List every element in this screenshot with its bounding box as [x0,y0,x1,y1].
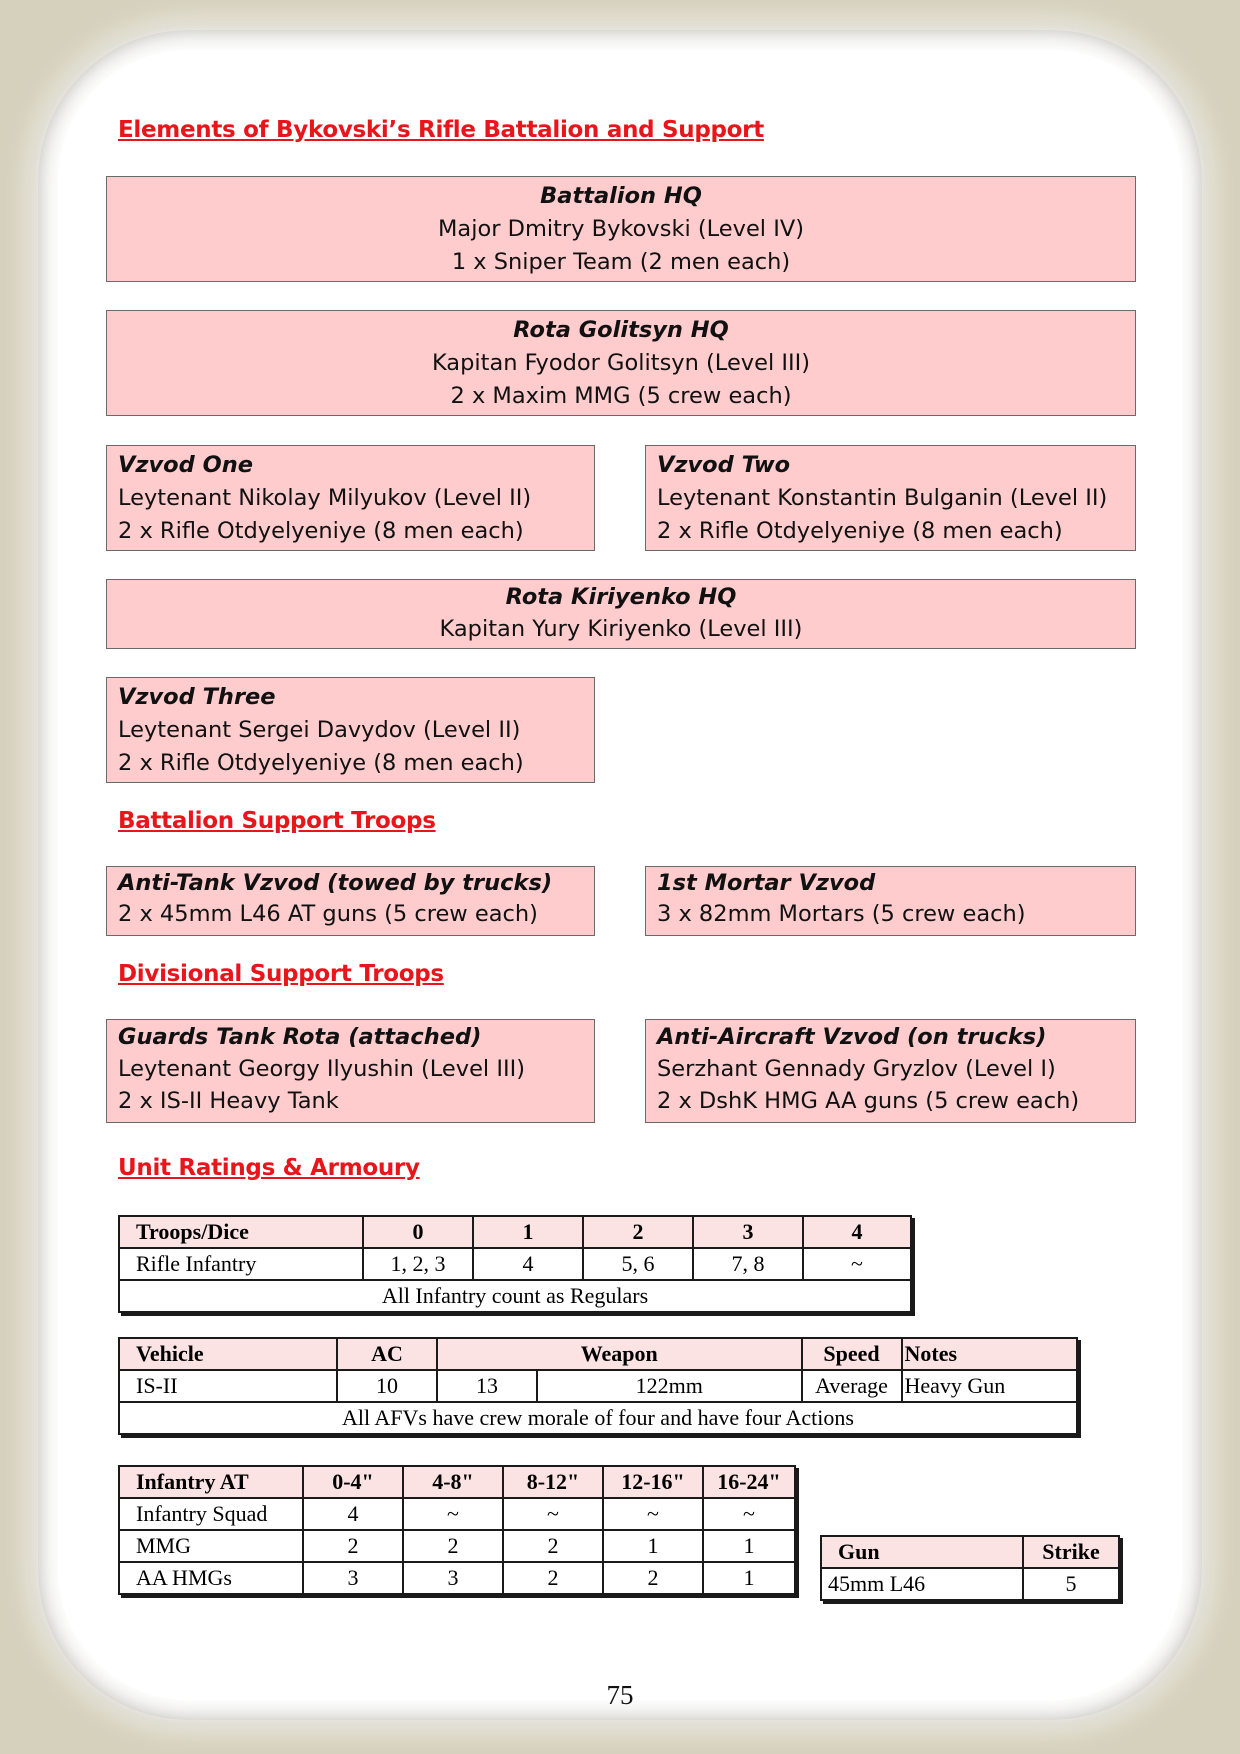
table-cell: 5 [1023,1568,1119,1600]
table-cell: 10 [337,1370,437,1402]
guards-tank-title: Guards Tank Rota (attached) [118,1024,482,1050]
table-cell: ~ [503,1498,603,1530]
table-header: 1 [473,1216,583,1248]
table-cell: 4 [473,1248,583,1280]
battalion-support-heading: Battalion Support Troops [118,808,436,834]
vehicle-table [118,1337,1078,1435]
table-cell: 2 [603,1562,703,1594]
vzvod-three-line-1: Leytenant Sergei Davydov (Level II) [118,717,521,743]
table-header: Speed [802,1338,902,1370]
vzvod-two-title: Vzvod Two [657,452,791,478]
rota-golitsyn-title: Rota Golitsyn HQ [513,317,729,343]
table-header: Notes [902,1338,1078,1370]
anti-aircraft-line-2: 2 x DshK HMG AA guns (5 crew each) [657,1088,1080,1114]
gun-header-row [821,1536,1119,1568]
table-cell: ~ [703,1498,795,1530]
rota-golitsyn-line-2: 2 x Maxim MMG (5 crew each) [450,383,792,409]
table-row [119,1248,911,1280]
gun-table [820,1535,1120,1601]
table-row [119,1530,795,1562]
battalion-hq-title: Battalion HQ [540,183,702,209]
table-note-row [119,1280,911,1312]
battalion-hq-line-1: Major Dmitry Bykovski (Level IV) [438,216,804,242]
table-row [119,1562,795,1594]
table-cell: 3 [403,1562,503,1594]
table-cell: Heavy Gun [902,1370,1078,1402]
table-header: 0-4" [303,1466,403,1498]
table-row [821,1568,1119,1600]
vzvod-one-title: Vzvod One [118,452,253,478]
vzvod-two-box [645,445,1136,551]
anti-aircraft-title: Anti-Aircraft Vzvod (on trucks) [657,1024,1047,1050]
table-header: 8-12" [503,1466,603,1498]
rota-golitsyn-line-1: Kapitan Fyodor Golitsyn (Level III) [431,350,811,376]
table-cell: 1 [703,1562,795,1594]
vehicle-header-row [119,1338,1077,1370]
troops-header-row [119,1216,911,1248]
table-header: 12-16" [603,1466,703,1498]
table-header: 3 [693,1216,803,1248]
guards-tank-box [106,1019,595,1123]
table-cell: 45mm L46 [821,1568,1023,1600]
table-note-row [119,1402,1077,1434]
mortar-title: 1st Mortar Vzvod [657,870,876,896]
table-note: All Infantry count as Regulars [119,1280,911,1312]
vzvod-two-line-1: Leytenant Konstantin Bulganin (Level II) [657,485,1108,511]
table-row [119,1370,1077,1402]
battalion-hq-box [106,176,1136,282]
table-cell: 7, 8 [693,1248,803,1280]
troops-table [118,1215,912,1313]
page-number: 75 [606,1680,634,1710]
table-header: 4-8" [403,1466,503,1498]
mortar-line-1: 3 x 82mm Mortars (5 crew each) [657,901,1026,927]
table-header: 0 [363,1216,473,1248]
table-cell: ~ [403,1498,503,1530]
table-cell: MMG [119,1530,303,1562]
table-cell: 2 [503,1562,603,1594]
anti-tank-box [106,866,595,936]
table-cell: 13 [437,1370,537,1402]
table-cell: 2 [503,1530,603,1562]
table-cell: Infantry Squad [119,1498,303,1530]
table-header: Strike [1023,1536,1119,1568]
table-header: AC [337,1338,437,1370]
anti-aircraft-box [645,1019,1136,1123]
infantry-at-header-row [119,1466,795,1498]
table-cell: Average [802,1370,902,1402]
rota-golitsyn-box [106,310,1136,416]
table-cell: Rifle Infantry [119,1248,363,1280]
vzvod-three-box [106,677,595,783]
table-cell: 1 [603,1530,703,1562]
elements-heading: Elements of Bykovski’s Rifle Battalion and Support [118,117,764,143]
divisional-support-heading: Divisional Support Troops [118,961,444,987]
mortar-box [645,866,1136,936]
rota-kiriyenko-title: Rota Kiriyenko HQ [505,584,737,610]
table-cell: AA HMGs [119,1562,303,1594]
guards-tank-line-1: Leytenant Georgy Ilyushin (Level III) [118,1056,526,1082]
table-cell: 122mm [537,1370,802,1402]
table-header: 4 [803,1216,911,1248]
vzvod-one-box [106,445,595,551]
infantry-at-table [118,1465,796,1595]
table-cell: 3 [303,1562,403,1594]
table-cell: 1 [703,1530,795,1562]
vzvod-one-line-2: 2 x Rifle Otdyelyeniye (8 men each) [118,518,524,544]
table-cell: 4 [303,1498,403,1530]
table-cell: ~ [803,1248,911,1280]
rota-kiriyenko-box [106,579,1136,649]
table-note: All AFVs have crew morale of four and have four Actions [119,1402,1077,1434]
table-header: Gun [821,1536,1023,1568]
table-cell: ~ [603,1498,703,1530]
table-cell: IS-II [119,1370,337,1402]
table-header: Weapon [437,1338,802,1370]
vzvod-two-line-2: 2 x Rifle Otdyelyeniye (8 men each) [657,518,1063,544]
anti-tank-line-1: 2 x 45mm L46 AT guns (5 crew each) [118,901,538,927]
table-header: Troops/Dice [119,1216,363,1248]
battalion-hq-line-2: 1 x Sniper Team (2 men each) [451,249,791,275]
table-cell: 5, 6 [583,1248,693,1280]
table-cell: 1, 2, 3 [363,1248,473,1280]
anti-aircraft-line-1: Serzhant Gennady Gryzlov (Level I) [657,1056,1056,1082]
table-header: Vehicle [119,1338,337,1370]
table-header: 16-24" [703,1466,795,1498]
table-row [119,1498,795,1530]
ratings-heading: Unit Ratings & Armoury [118,1155,420,1181]
table-header: 2 [583,1216,693,1248]
vzvod-three-title: Vzvod Three [118,684,276,710]
guards-tank-line-2: 2 x IS-II Heavy Tank [118,1088,339,1114]
rota-kiriyenko-line-1: Kapitan Yury Kiriyenko (Level III) [439,616,803,642]
table-cell: 2 [403,1530,503,1562]
vzvod-one-line-1: Leytenant Nikolay Milyukov (Level II) [118,485,532,511]
anti-tank-title: Anti-Tank Vzvod (towed by trucks) [118,870,553,896]
table-header: Infantry AT [119,1466,303,1498]
table-cell: 2 [303,1530,403,1562]
vzvod-three-line-2: 2 x Rifle Otdyelyeniye (8 men each) [118,750,524,776]
